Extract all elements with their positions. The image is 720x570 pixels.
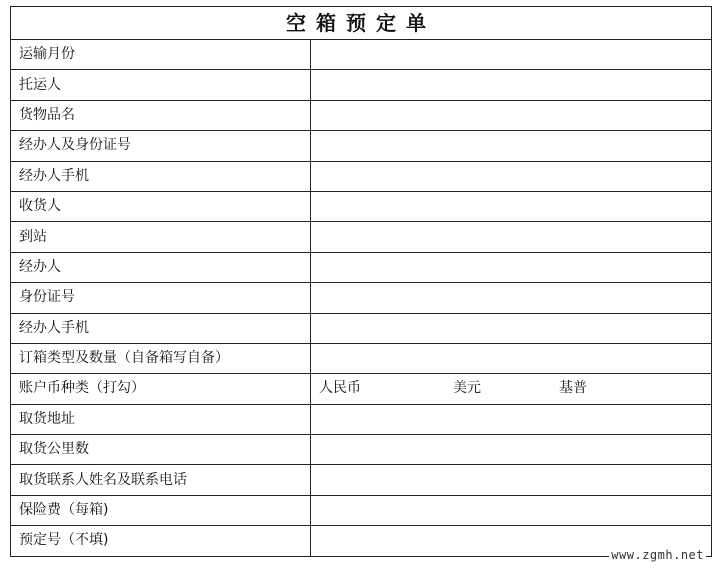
- form-row: [11, 70, 712, 100]
- field-label-booking-number: 预定号（不填): [11, 526, 311, 556]
- field-value-handler[interactable]: [311, 252, 712, 282]
- booking-form-table: [10, 6, 712, 557]
- field-label-consignee: 收货人: [11, 191, 311, 221]
- currency-option-rmb[interactable]: 人民币: [319, 380, 361, 397]
- field-value-handler-phone[interactable]: [311, 161, 712, 191]
- field-value-pickup-distance[interactable]: [311, 435, 712, 465]
- field-label-transport-month: 运输月份: [11, 40, 311, 70]
- field-value-handler-phone-2[interactable]: [311, 313, 712, 343]
- field-label-handler-id: 经办人及身份证号: [11, 131, 311, 161]
- currency-option-kip[interactable]: 基普: [559, 380, 587, 397]
- form-row: [11, 40, 712, 70]
- title-row: [11, 7, 712, 40]
- form-row: [11, 343, 712, 373]
- currency-options: [319, 374, 711, 403]
- form-row: [11, 100, 712, 130]
- form-row: [11, 495, 712, 525]
- field-value-consignee[interactable]: [311, 191, 712, 221]
- form-row: [11, 404, 712, 434]
- form-row: [11, 191, 712, 221]
- form-row: [11, 161, 712, 191]
- field-value-shipper[interactable]: [311, 70, 712, 100]
- field-value-id-number[interactable]: [311, 283, 712, 313]
- field-label-insurance: 保险费（每箱): [11, 495, 311, 525]
- form-row: [11, 131, 712, 161]
- field-label-pickup-address: 取货地址: [11, 404, 311, 434]
- field-label-handler-phone: 经办人手机: [11, 161, 311, 191]
- field-value-destination[interactable]: [311, 222, 712, 252]
- field-label-pickup-contact: 取货联系人姓名及联系电话: [11, 465, 311, 495]
- form-row: [11, 435, 712, 465]
- form-row: [11, 252, 712, 282]
- field-value-container-type[interactable]: [311, 343, 712, 373]
- field-value-pickup-contact[interactable]: [311, 465, 712, 495]
- form-title: 空箱预定单: [11, 7, 712, 40]
- field-label-destination: 到站: [11, 222, 311, 252]
- field-value-transport-month[interactable]: [311, 40, 712, 70]
- field-label-currency: 账户币种类（打勾）: [11, 374, 311, 404]
- field-label-handler-phone-2: 经办人手机: [11, 313, 311, 343]
- field-value-goods-name[interactable]: [311, 100, 712, 130]
- field-label-container-type: 订箱类型及数量（自备箱写自备）: [11, 343, 311, 373]
- field-label-shipper: 托运人: [11, 70, 311, 100]
- field-label-goods-name: 货物品名: [11, 100, 311, 130]
- field-value-currency: [311, 374, 712, 404]
- field-value-insurance[interactable]: [311, 495, 712, 525]
- form-row: [11, 526, 712, 556]
- form-row: [11, 465, 712, 495]
- field-label-pickup-distance: 取货公里数: [11, 435, 311, 465]
- form-row: [11, 222, 712, 252]
- field-label-id-number: 身份证号: [11, 283, 311, 313]
- field-label-handler: 经办人: [11, 252, 311, 282]
- field-value-pickup-address[interactable]: [311, 404, 712, 434]
- field-value-handler-id[interactable]: [311, 131, 712, 161]
- form-row: [11, 283, 712, 313]
- site-watermark: www.zgmh.net: [611, 548, 704, 562]
- currency-option-usd[interactable]: 美元: [453, 380, 481, 397]
- form-row: [11, 313, 712, 343]
- form-row: [11, 374, 712, 404]
